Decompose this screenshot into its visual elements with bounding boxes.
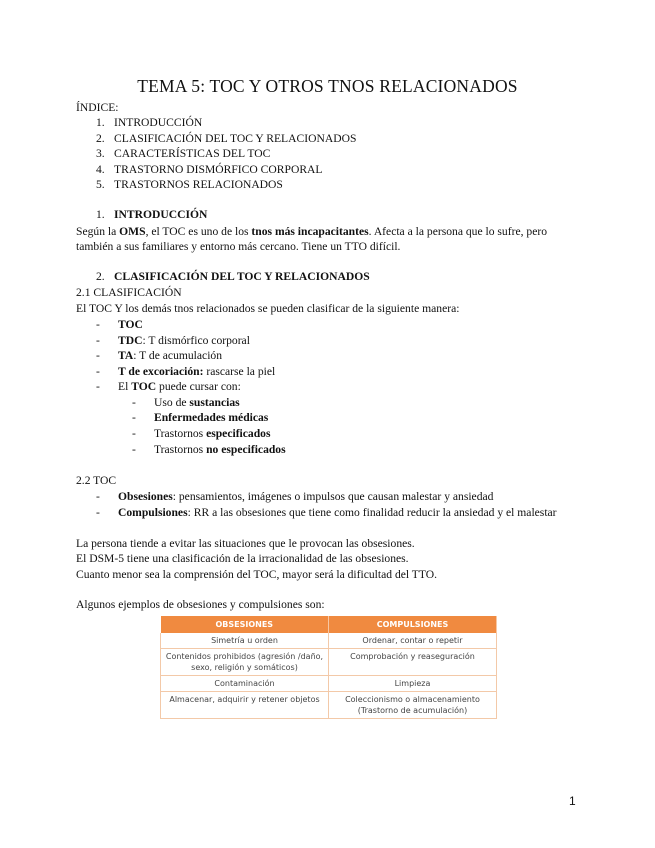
paragraph: El DSM-5 tiene una clasificación de la irracionalidad de las obsesiones. — [76, 552, 409, 565]
sub-bullet-item: - Trastornos no especificados — [132, 443, 286, 456]
bullet-item: - TDC: T dismórfico corporal — [96, 334, 250, 347]
page-title: TEMA 5: TOC Y OTROS TNOS RELACIONADOS — [137, 76, 518, 96]
table-row — [161, 633, 497, 649]
bullet-item: - El TOC puede cursar con: — [96, 380, 241, 393]
page-number: 1 — [569, 794, 576, 808]
bullet-item: - TOC — [96, 318, 143, 331]
sub-bullet-item: - Uso de sustancias — [132, 396, 240, 409]
index-item: 5. TRASTORNOS RELACIONADOS — [96, 178, 283, 191]
table-row — [161, 676, 497, 692]
table-row — [161, 692, 497, 719]
table-header-cell: COMPULSIONES — [329, 616, 497, 633]
intro-paragraph-line: también a sus familiares y entorno más cercano. Tiene un TTO difícil. — [76, 240, 401, 253]
table-row — [161, 649, 497, 676]
paragraph: La persona tiende a evitar las situaciones que le provocan las obsesiones. — [76, 537, 415, 550]
paragraph: Algunos ejemplos de obsesiones y compulsiones son: — [76, 598, 325, 611]
section-heading-intro: 1. INTRODUCCIÓN — [96, 208, 208, 221]
table-cell: Limpieza — [329, 676, 497, 692]
bullet-item: - TA: T de acumulación — [96, 349, 223, 362]
index-item: 1. INTRODUCCIÓN — [96, 116, 203, 129]
index-item: 4. TRASTORNO DISMÓRFICO CORPORAL — [96, 163, 323, 176]
index-item: 3. CARACTERÍSTICAS DEL TOC — [96, 147, 271, 160]
index-label: ÍNDICE: — [76, 101, 119, 114]
table-cell: Simetría u orden — [161, 633, 329, 649]
index-item: 2. CLASIFICACIÓN DEL TOC Y RELACIONADOS — [96, 132, 357, 145]
table-cell: Ordenar, contar o repetir — [329, 633, 497, 649]
table-cell: Contaminación — [161, 676, 329, 692]
paragraph: El TOC Y los demás tnos relacionados se pueden clasificar de la siguiente manera: — [76, 302, 460, 315]
sub-bullet-item: - Enfermedades médicas — [132, 411, 269, 424]
paragraph: Cuanto menor sea la comprensión del TOC, mayor será la dificultad del TTO. — [76, 568, 438, 581]
obsessions-compulsions-table — [160, 616, 497, 719]
sub-bullet-item: - Trastornos especificados — [132, 427, 271, 440]
table-header-cell: OBSESIONES — [161, 616, 329, 633]
intro-paragraph-line: Según la OMS, el TOC es uno de los tnos más incapacitantes. Afecta a la persona que lo sufre, pero — [76, 225, 547, 238]
bullet-item: - Obsesiones: pensamientos, imágenes o impulsos que causan malestar y ansiedad — [96, 490, 494, 503]
table-cell: Almacenar, adquirir y retener objetos — [161, 692, 329, 719]
table-cell: Coleccionismo o almacenamiento (Trastorno de acumulación) — [329, 692, 497, 719]
subheading: 2.1 CLASIFICACIÓN — [76, 286, 182, 299]
table-header-row — [161, 616, 497, 633]
table-cell: Contenidos prohibidos (agresión /daño, sexo, religión y somáticos) — [161, 649, 329, 676]
bullet-item: - T de excoriación: rascarse la piel — [96, 365, 276, 378]
bullet-item: - Compulsiones: RR a las obsesiones que tiene como finalidad reducir la ansiedad y el malestar — [96, 506, 557, 519]
section-heading-classification: 2. CLASIFICACIÓN DEL TOC Y RELACIONADOS — [96, 270, 370, 283]
subheading: 2.2 TOC — [76, 474, 117, 487]
table-cell: Comprobación y reaseguración — [329, 649, 497, 676]
